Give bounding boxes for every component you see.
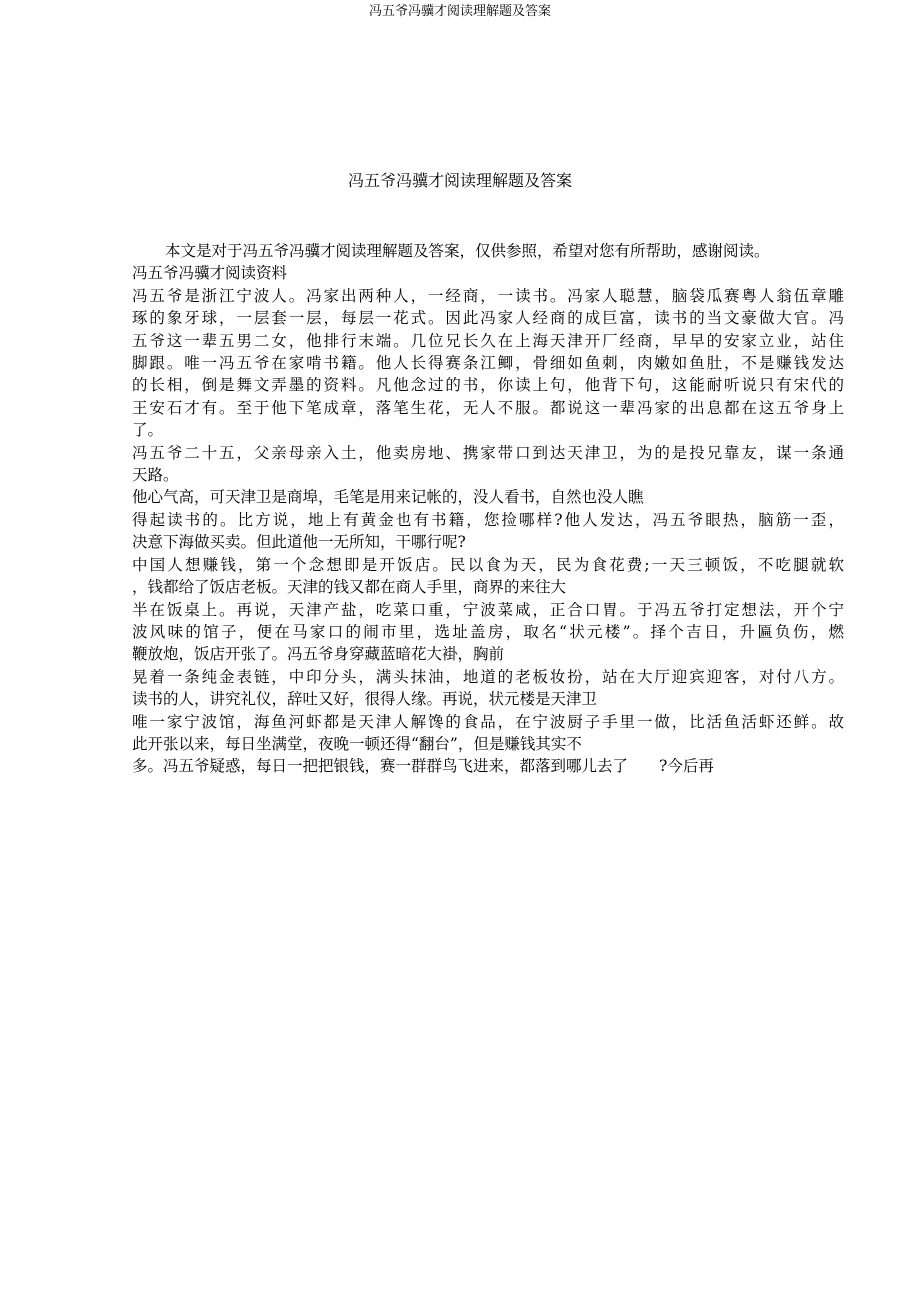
- text-line: 冯五爷二十五，父亲母亲入土，他卖房地、携家带口到达天津卫，为的是投兄靠友，谋一条通: [132, 443, 844, 462]
- intro-line: 本文是对于冯五爷冯骥才阅读理解题及答案，仅供参照，希望对您有所帮助，感谢阅读。: [165, 242, 770, 260]
- text-line: 决意下海做买卖。但此道他一无所知，干哪行呢?: [132, 533, 466, 552]
- text-line: ，钱都给了饭店老板。天津的钱又都在商人手里，商界的来往大: [132, 578, 567, 597]
- text-line: 五爷这一辈五男二女，他排行末端。几位兄长久在上海天津开厂经商，早早的安家立业，站住: [132, 331, 844, 350]
- text-line: 中国人想赚钱，第一个念想即是开饭店。民以食为天，民为食花费;一天三顿饭，不吃腿就软: [132, 555, 844, 574]
- text-line: 此开张以来，每日坐满堂，夜晚一顿还得“翻台”，但是赚钱其实不: [132, 734, 582, 753]
- text-line: 得起读书的。比方说，地上有黄金也有书籍，您捡哪样?他人发达，冯五爷眼热，脑筋一歪，: [132, 510, 844, 529]
- running-header: 冯五爷冯骥才阅读理解题及答案: [368, 4, 551, 19]
- text-line: 的长相，倒是舞文弄墨的资料。凡他念过的书，你读上句，他背下句，这能耐听说只有宋代的: [132, 376, 844, 395]
- text-line: 半在饭桌上。再说，天津产盐，吃菜口重，宁波菜咸，正合口胃。于冯五爷打定想法，开个宁: [132, 600, 844, 619]
- text-line: 了。: [132, 421, 164, 440]
- text-line: 王安石才有。至于他下笔成章，落笔生花，无人不服。都说这一辈冯家的出息都在这五爷身上: [132, 398, 844, 417]
- text-line: 天路。: [132, 466, 179, 485]
- text-line: 多。冯五爷疑惑，每日一把把银钱，赛一群群鸟飞进来，都落到哪儿去了 ?今后再: [132, 757, 714, 776]
- text-line: 琢的象牙球，一层套一层，每层一花式。因此冯家人经商的成巨富，读书的当文豪做大官。冯: [132, 309, 844, 328]
- section-heading: 冯五爷冯骥才阅读资料: [132, 264, 288, 283]
- text-line: 他心气高，可天津卫是商埠，毛笔是用来记帐的，没人看书，自然也没人瞧: [132, 488, 644, 507]
- text-line: 波风味的馆子，便在马家口的闹市里，选址盖房，取名“状元楼”。择个吉日，升匾负伤，燃: [132, 622, 844, 641]
- document-title: 冯五爷冯骥才阅读理解题及答案: [347, 171, 572, 190]
- text-line: 冯五爷是浙江宁波人。冯家出两种人，一经商，一读书。冯家人聪慧，脑袋瓜赛粤人翁伍章雕: [132, 286, 844, 305]
- text-line: 晃着一条纯金表链，中印分头，满头抹油，地道的老板妆扮，站在大厅迎宾迎客，对付八方。: [132, 667, 844, 686]
- text-line: 读书的人，讲究礼仪，辞吐又好，很得人缘。再说，状元楼是天津卫: [132, 690, 598, 709]
- document-body: [132, 240, 844, 778]
- text-line: 脚跟。唯一冯五爷在家啃书籍。他人长得赛条江鲫，骨细如鱼刺，肉嫩如鱼肚，不是赚钱发达: [132, 354, 844, 373]
- text-line: 唯一家宁波馆，海鱼河虾都是天津人解馋的食品，在宁波厨子手里一做，比活鱼活虾还鲜。故: [132, 712, 844, 731]
- text-line: 鞭放炮，饭店开张了。冯五爷身穿藏蓝暗花大褂，胸前: [132, 645, 505, 664]
